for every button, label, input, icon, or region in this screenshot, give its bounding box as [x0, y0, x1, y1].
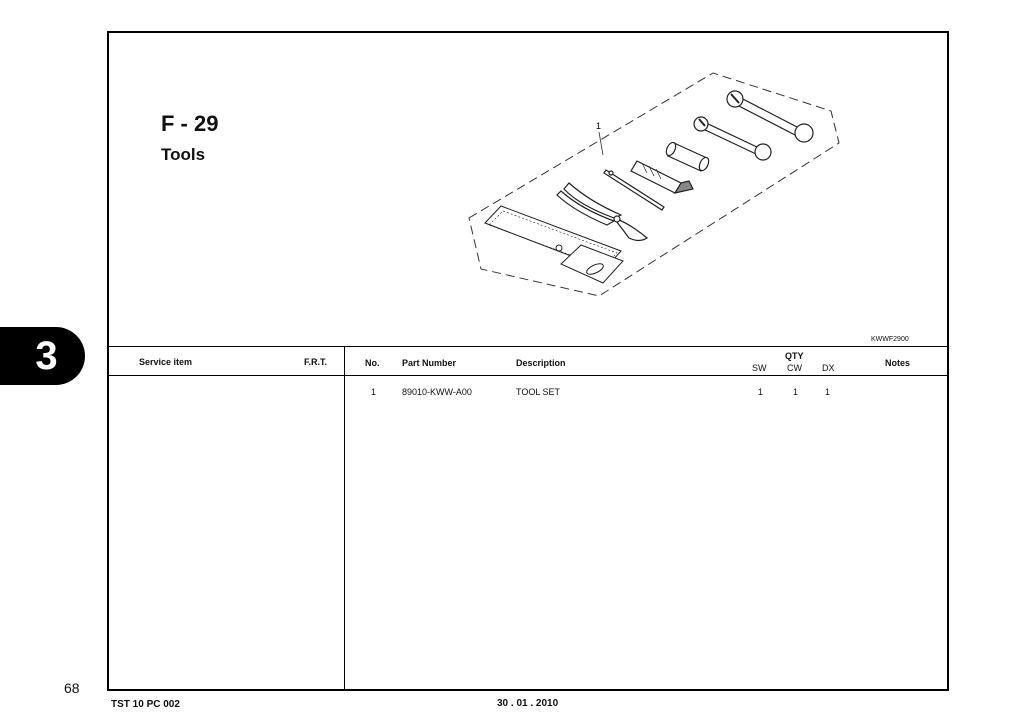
callout-label: 1 [596, 121, 602, 131]
section-number: 3 [35, 333, 58, 378]
image-code: KWWF2900 [871, 336, 909, 343]
wrench-small-icon [694, 117, 771, 160]
row-no: 1 [371, 387, 377, 397]
header-frt: F.R.T. [304, 357, 328, 367]
header-dx: DX [822, 363, 835, 373]
header-description: Description [516, 358, 566, 368]
header-service-item: Service item [139, 357, 193, 367]
header-qty: QTY [785, 351, 804, 361]
parts-page-frame [107, 31, 949, 691]
table-header-top-rule [109, 346, 947, 347]
header-part-number: Part Number [402, 358, 457, 368]
figure-title: Tools [161, 145, 206, 164]
table-header-bottom-rule [109, 375, 947, 376]
header-notes: Notes [885, 358, 911, 368]
document-code: TST 10 PC 002 [111, 699, 180, 710]
wrench-large-icon [727, 91, 813, 142]
row-qty-sw: 1 [758, 387, 764, 397]
figure-code: F - 29 [161, 111, 219, 136]
row-qty-dx: 1 [825, 387, 831, 397]
header-cw: CW [787, 363, 802, 373]
row-part-number: 89010-KWW-A00 [402, 387, 472, 397]
section-tab [0, 327, 85, 385]
row-description: TOOL SET [516, 387, 561, 397]
socket-wrench-icon [664, 141, 710, 172]
header-no: No. [365, 358, 380, 368]
row-qty-cw: 1 [793, 387, 799, 397]
page-number: 68 [64, 680, 80, 696]
document-date: 30 . 01 . 2010 [497, 698, 559, 709]
header-sw: SW [752, 363, 767, 373]
tool-set-illustration [109, 33, 947, 346]
column-divider [344, 346, 345, 691]
screwdriver-handle-icon [631, 161, 693, 193]
